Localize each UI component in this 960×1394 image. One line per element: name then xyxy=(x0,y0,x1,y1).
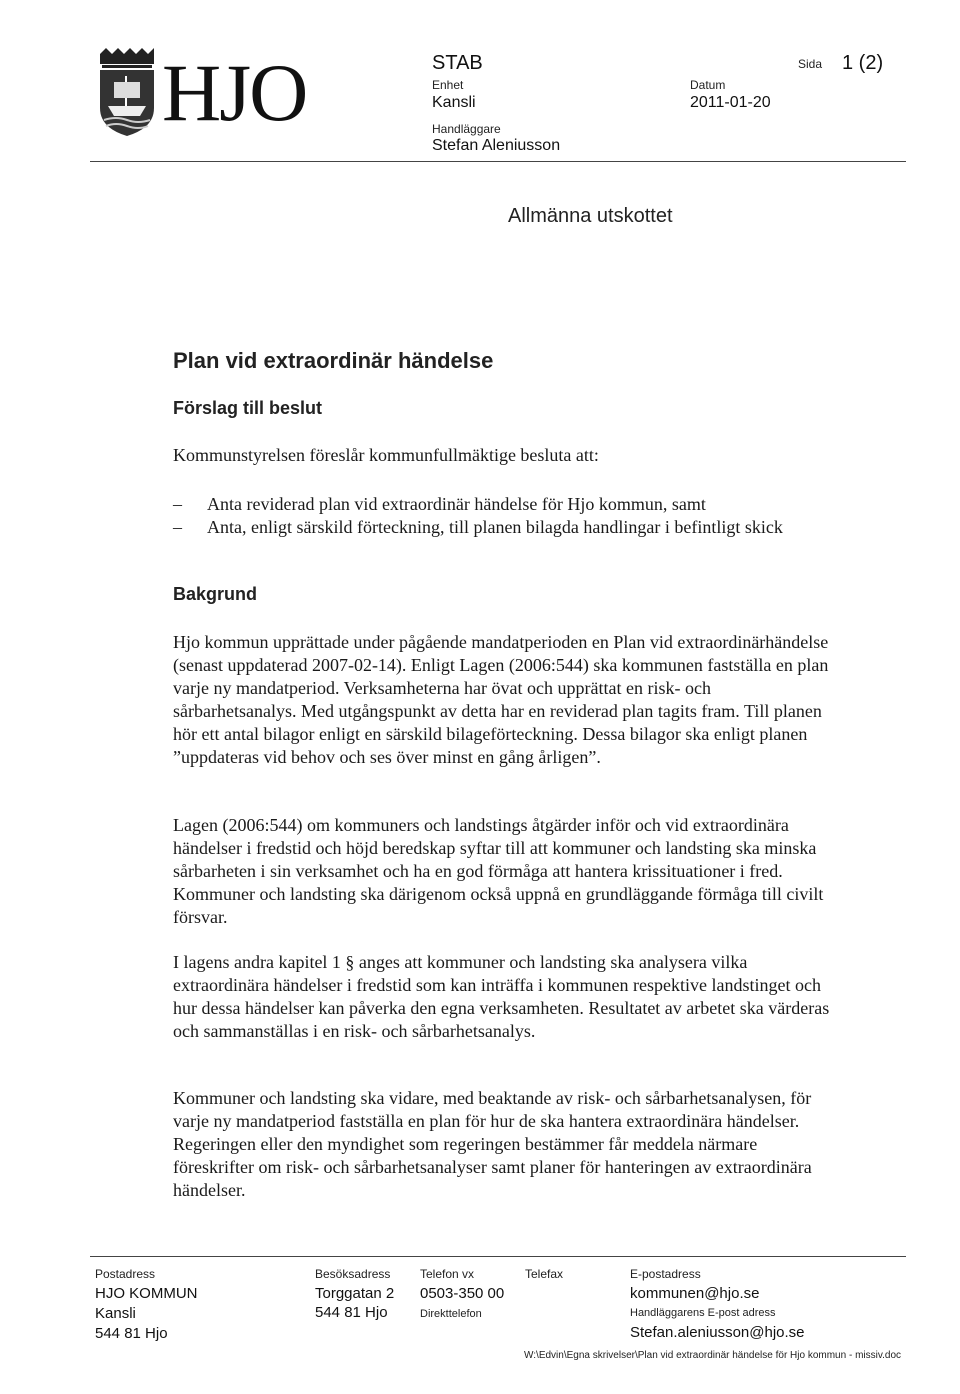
hjo-logo xyxy=(96,48,316,138)
email-value: kommunen@hjo.se xyxy=(630,1285,760,1302)
postal-address-line: 544 81 Hjo xyxy=(95,1325,168,1342)
paragraph: Hjo kommun upprättade under pågående mandatperioden en Plan vid extraordinärhändelse (senast uppdaterad 2007-02-14). Enligt Lagen (2006:544) ska kommunen fastställa en plan varje ny mandatperiod. Verksamheterna har övat och upprättat en risk- och sårbarhetsanalys. Med utgångspunkt av detta har en reviderad plan tagits fram. Till planen hör ett antal bilagor enligt en särskild bilageförteckning. Dessa bilagor ska enligt planen ”uppdateras vid behov och ses över minst en gång årligen”. xyxy=(173,632,829,767)
visiting-address-line: Torggatan 2 xyxy=(315,1285,395,1302)
list-item xyxy=(173,493,833,516)
handler-value: Stefan Aleniusson xyxy=(432,137,561,154)
handler-email-label: Handläggarens E-post adress xyxy=(630,1307,776,1319)
paragraph: Lagen (2006:544) om kommuners och landstings åtgärder inför och vid extraordinära händelser i fredstid och höjd beredskap syftar till att kommuner och landsting ska minska sårbarheten i sin verksamhet och ha en god förmåga att hantera krissituationer i fred. Kommuner och landsting ska därigenom också uppnå en grundläggande förmåga till civilt försvar. xyxy=(173,815,824,927)
list-item xyxy=(173,516,833,539)
bullet-marker: – xyxy=(173,494,182,514)
postal-address-line: HJO KOMMUN xyxy=(95,1285,198,1302)
visiting-address-line: 544 81 Hjo xyxy=(315,1304,388,1321)
footer-divider xyxy=(90,1256,906,1257)
municipal-crest-icon xyxy=(96,48,158,136)
phone-value: 0503-350 00 xyxy=(420,1285,505,1302)
logo-wordmark: HJO xyxy=(162,47,307,138)
section-heading-proposal: Förslag till beslut xyxy=(173,398,323,418)
date-value: 2011-01-20 xyxy=(690,94,771,111)
section-heading-background: Bakgrund xyxy=(173,584,258,604)
recipient: Allmänna utskottet xyxy=(508,205,673,227)
postal-address-label: Postadress xyxy=(95,1267,156,1281)
department-name: STAB xyxy=(432,52,483,74)
unit-label: Enhet xyxy=(432,78,464,92)
page-number: 1 (2) xyxy=(842,52,884,74)
handler-email-value: Stefan.aleniusson@hjo.se xyxy=(630,1324,805,1341)
intro-text: Kommunstyrelsen föreslår kommunfullmäktige besluta att: xyxy=(173,445,599,465)
bullet-marker: – xyxy=(173,517,182,537)
document-title: Plan vid extraordinär händelse xyxy=(173,348,494,373)
list-item-text: Anta, enligt särskild förteckning, till planen bilagda handlingar i befintligt skick xyxy=(207,517,783,537)
paragraph: Kommuner och landsting ska vidare, med beaktande av risk- och sårbarhetsanalysen, för varje ny mandatperiod fastställa en plan för hur de ska hantera extraordinära händelser. Regeringen eller den myndighet som regeringen bestämmer får meddela närmare föreskrifter om risk- och sårbarhetsanalyser samt planer för hanteringen av extraordinära händelser. xyxy=(173,1088,812,1200)
header-divider xyxy=(90,161,906,162)
postal-address-line: Kansli xyxy=(95,1305,136,1322)
file-path: W:\Edvin\Egna skrivelser\Plan vid extraordinär händelse för Hjo kommun - missiv.doc xyxy=(524,1350,902,1361)
date-label: Datum xyxy=(690,78,726,92)
page-label: Sida xyxy=(798,57,823,71)
phone-label: Telefon vx xyxy=(420,1267,475,1281)
visiting-address-label: Besöksadress xyxy=(315,1267,391,1281)
list-item-text: Anta reviderad plan vid extraordinär händelse för Hjo kommun, samt xyxy=(207,494,706,514)
direct-phone-label: Direkttelefon xyxy=(420,1308,482,1320)
paragraph: I lagens andra kapitel 1 § anges att kommuner och landsting ska analysera vilka extraordinära händelser i fredstid som kan inträffa i kommunen respektive landstinget och hur dessa händelser kan påverka den egna verksamheten. Resultatet av arbetet ska värderas och sammanställas i en risk- och sårbarhetsanalys. xyxy=(173,952,830,1041)
unit-value: Kansli xyxy=(432,94,476,111)
email-label: E-postadress xyxy=(630,1267,701,1281)
fax-label: Telefax xyxy=(525,1267,564,1281)
proposal-list xyxy=(173,493,833,539)
handler-label: Handläggare xyxy=(432,122,501,136)
